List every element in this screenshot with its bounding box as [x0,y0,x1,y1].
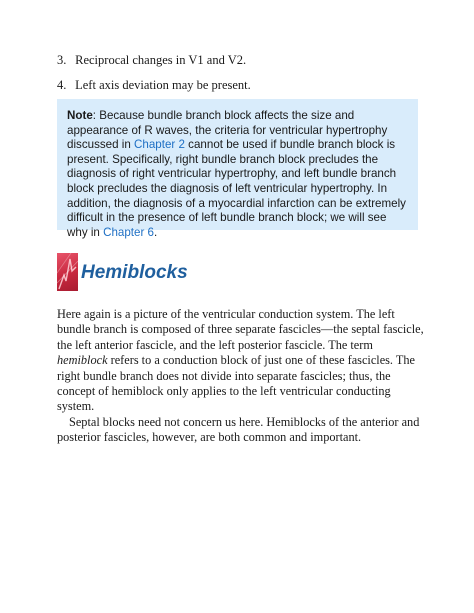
chapter-2-link[interactable]: Chapter 2 [134,138,185,152]
paragraph: Septal blocks need not concern us here. Hemiblocks of the anterior and posterior fascicles, however, are both common and important. [57,414,420,445]
paragraph [57,307,425,415]
section-title: Hemiblocks [81,262,188,283]
chapter-6-link[interactable]: Chapter 6 [103,225,155,239]
list-number: 3. [57,53,67,67]
list-text: Reciprocal changes in V1 and V2. [75,53,247,67]
list-number: 4. [57,78,67,92]
emphasized-term: hemiblock [57,353,108,368]
ecg-section-icon [57,253,78,291]
note-box [57,99,418,239]
note-label: Note [67,109,93,122]
numbered-list [57,52,437,102]
note-text: : Because bundle branch block affects the size and appearance of R waves, the criteria for ventricular hypertrophy discussed in [67,109,388,152]
list-item [57,52,437,68]
paragraph-text: Here again is a picture of the ventricular conduction system. The left bundle branch is composed of three separate fascicles—the septal fascicle, the left anterior fascicle, and the left posterior fascicle. The term [57,307,424,352]
note-text: . [154,225,158,239]
body-text [57,307,425,446]
list-text: Left axis deviation may be present. [75,78,251,92]
paragraph-text: refers to a conduction block of just one of these fascicles. The right bundle branch does not divide into separate fascicles; thus, the concept of hemiblock only applies to the left ventricular conducting system. [57,353,415,414]
list-item [57,77,437,93]
note-text: cannot be used if bundle branch block is present. Specifically, right bundle branch block precludes the diagnosis of right ventricular hypertrophy, and left bundle branch block precludes the diagnosis of left ventricular hypertrophy. In addition, the diagnosis of a myocardial infarction can be extremely difficult in the presence of left bundle branch block; we will see why in [67,138,406,239]
section-heading [57,253,357,293]
